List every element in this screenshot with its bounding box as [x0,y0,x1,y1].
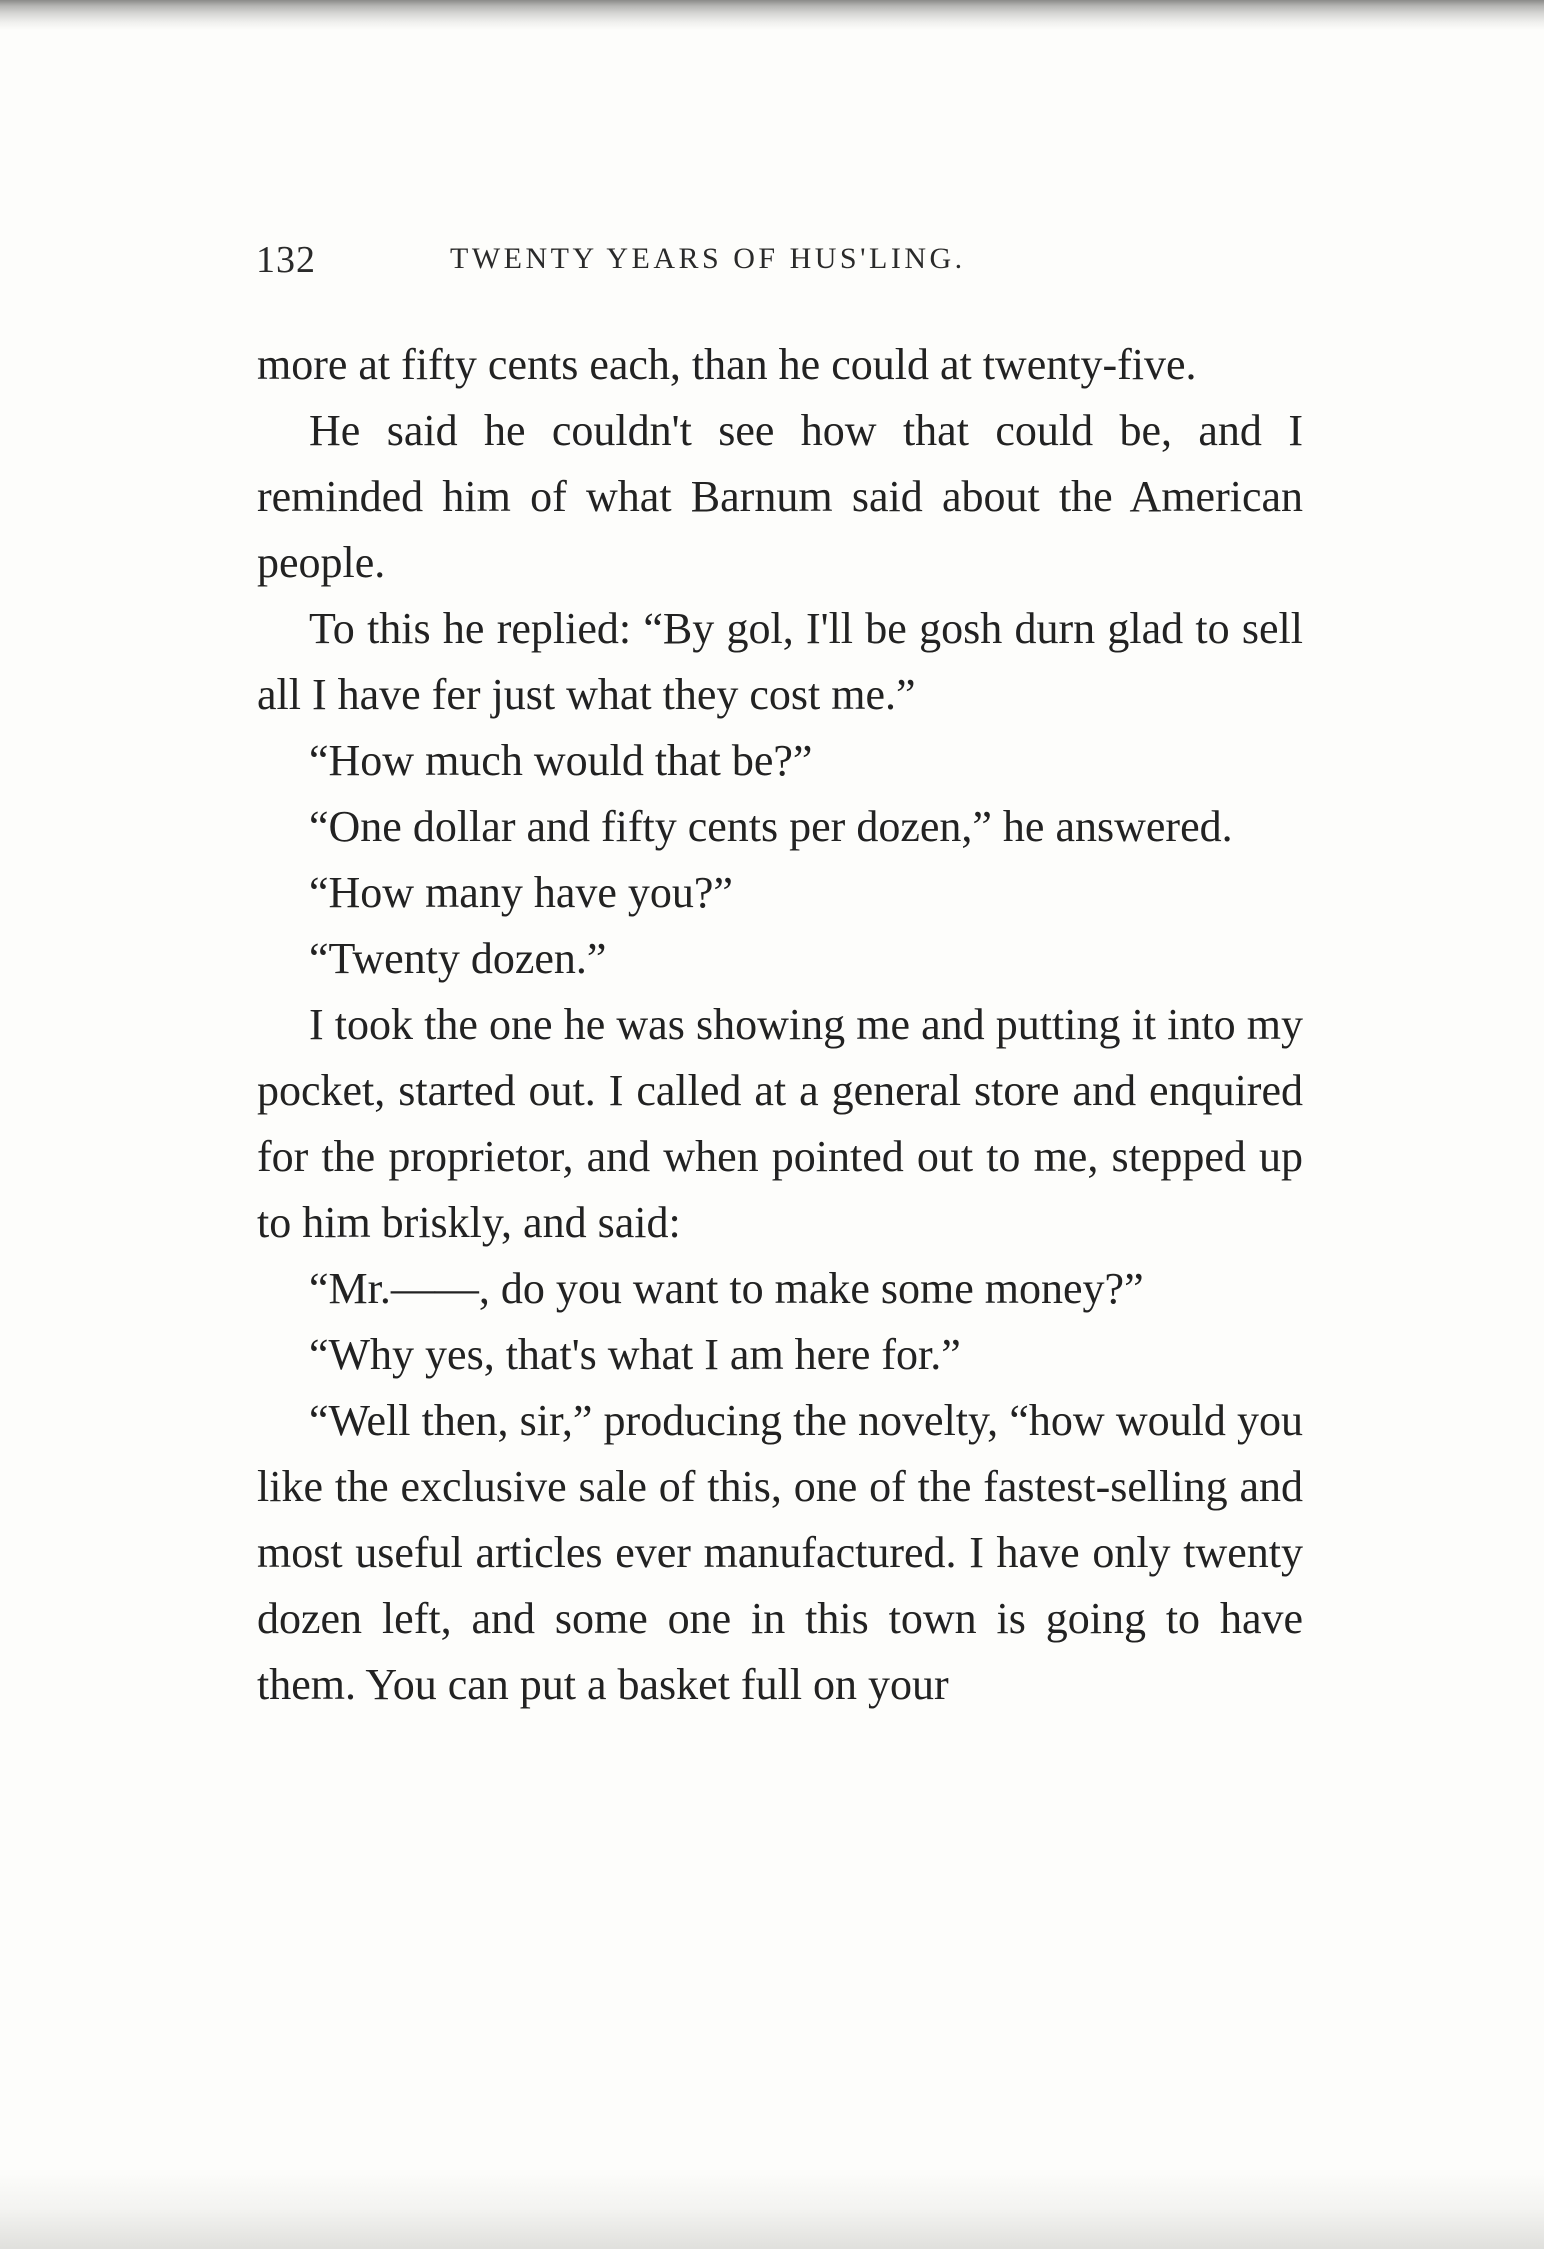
paragraph: “How much would that be?” [309,736,813,785]
paragraph: I took the one he was showing me and putting it into my pocket, started out. I called at a general store and enquired for the proprietor, and when pointed out to me, stepped up to him briskly, and said: [257,1000,1303,1247]
running-title: TWENTY YEARS OF HUS'LING. [450,242,966,275]
paragraph: “Twenty dozen.” [309,934,607,983]
paragraph: “One dollar and fifty cents per dozen,” he answered. [309,802,1233,851]
paragraph: “Mr.——, do you want to make some money?” [309,1264,1144,1313]
paragraph: “Well then, sir,” producing the novelty, “how would you like the exclusive sale of this, one of the fastest-selling and most useful articles ever manufactured. I have only twenty dozen left, and some one in this town is going to have them. You can put a basket full on your [257,1396,1303,1709]
scan-top-edge [0,0,1544,30]
paragraph: “Why yes, that's what I am here for.” [309,1330,961,1379]
paragraph: To this he replied: “By gol, I'll be gosh durn glad to sell all I have fer just what they cost me.” [257,604,1303,719]
paragraph: He said he couldn't see how that could be, and I reminded him of what Barnum said about the American people. [257,406,1303,587]
scan-bottom-edge [0,2169,1544,2249]
body-text [257,332,1303,1718]
paragraph: more at fifty cents each, than he could at twenty-five. [257,340,1197,389]
page-number: 132 [256,239,316,281]
paragraph: “How many have you?” [309,868,733,917]
page-header [256,238,1306,288]
